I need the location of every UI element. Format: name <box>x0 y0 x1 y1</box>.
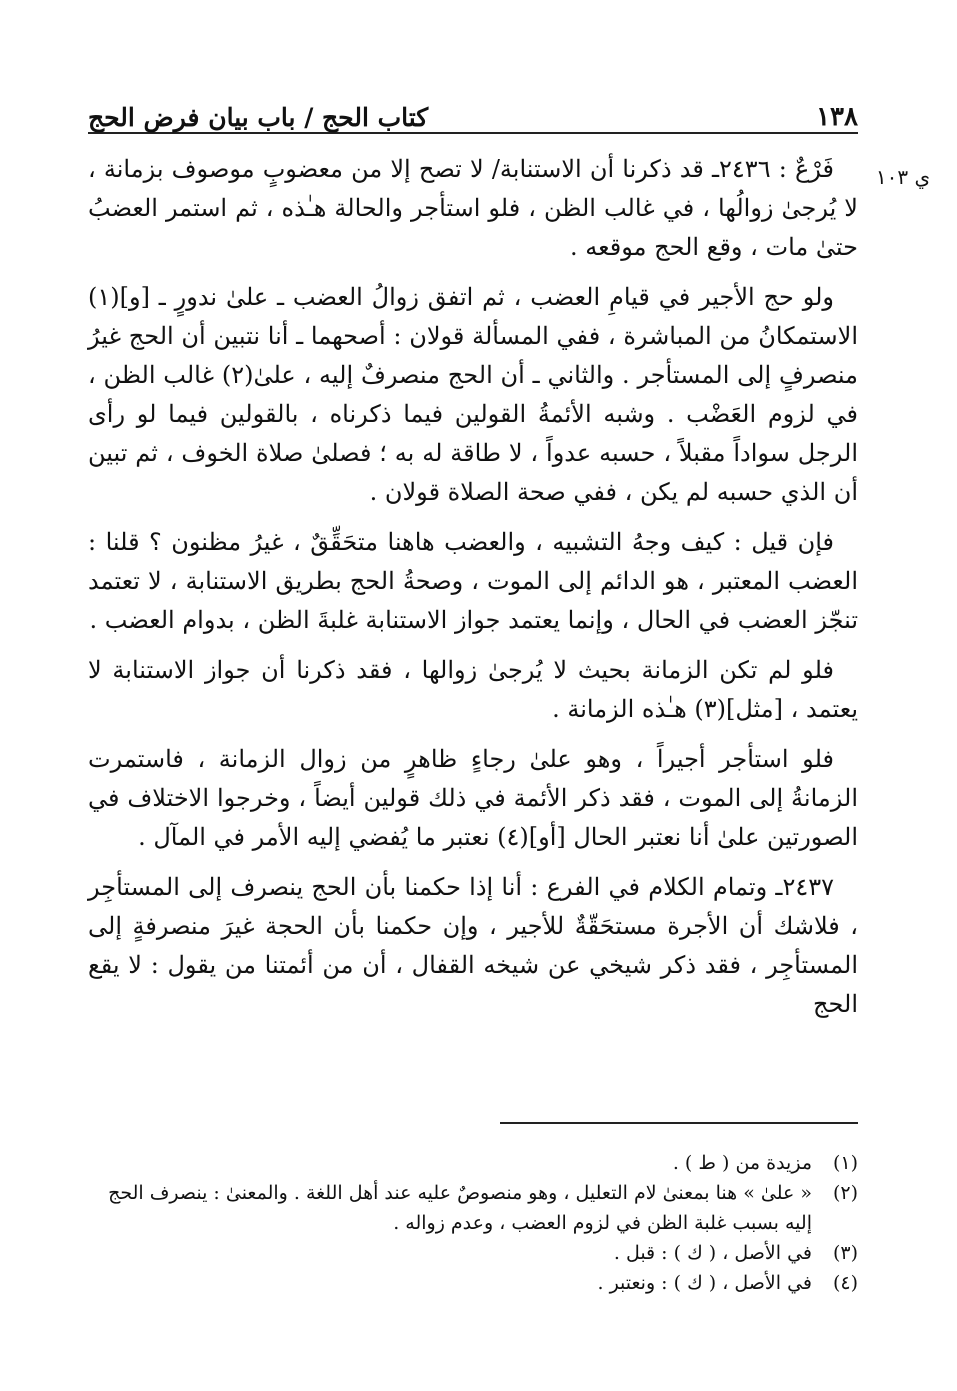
main-text <box>88 150 858 1035</box>
footnote-separator <box>500 1122 858 1124</box>
paragraph: فَرْعٌ : ٢٤٣٦ـ قد ذكرنا أن الاستنابة/ لا تصح إلا من معضوبٍ موصوف بزمانة ، لا يُرجىٰ زوالُها ، في غالب الظن ، فلو استأجر والحالة هـٰذه ، ثم استمر العضبُ حتىٰ مات ، وقع الحج موقعه . <box>88 155 858 261</box>
footnotes <box>88 1148 858 1298</box>
footnote <box>88 1178 858 1238</box>
footnote-text: مزيدة من ( ط ) . <box>672 1152 812 1174</box>
paragraph: فإن قيل : كيف وجهُ التشبيه ، والعضب هاهنا متحَقِّقٌ ، غيرُ مظنون ؟ قلنا : العضب المعتبر ، هو الدائم إلى الموت ، وصحةُ الحج بطريق الاستنابة ، لا تعتمد تنجّز العضب في الحال ، وإنما يعتمد جواز الاستنابة غلبةَ الظن ، بدوام العضب . <box>88 528 858 634</box>
footnote-text: « علىٰ » هنا بمعنىٰ لام التعليل ، وهو منصوصٌ عليه عند أهل اللغة . والمعنىٰ : ينصرف الحج إليه بسبب غلبة الظن في لزوم العضب ، وعدم زواله . <box>108 1182 812 1234</box>
page-number: ١٣٨ <box>816 102 858 132</box>
footnote-number: (١) <box>832 1152 858 1174</box>
page-header <box>88 92 858 134</box>
paragraph: فلو لم تكن الزمانة بحيث لا يُرجىٰ زوالها ، فقد ذكرنا أن جواز الاستنابة لا يعتمد ، [مثل](٣) هـٰذه الزمانة . <box>88 656 858 723</box>
paragraph: ٢٤٣٧ـ وتمام الكلام في الفرع : أنا إذا حكمنا بأن الحج ينصرف إلى المستأجِر ، فلاشك أن الأجرة مستحَقّةٌ للأجير ، وإن حكمنا بأن الحجة غيرَ منصرفةٍ إلى المستأجِر ، فقد ذكر شيخي عن شيخه القفال ، أن من أئمتنا من يقول : لا يقع الحج <box>88 873 858 1018</box>
footnote <box>88 1268 858 1298</box>
paragraph: ولو حج الأجير في قيامِ العضب ، ثم اتفق زوالُ العضب ـ علىٰ ندورٍ ـ [و](١) الاستمكانُ من المباشرة ، ففي المسألة قولان : أصحهما ـ أنا نتبين أن الحج غيرُ منصرفٍ إلى المستأجر . والثاني ـ أن الحج منصرفٌ إليه ، علىٰ(٢) غالب الظن ، في لزوم العَضْب . وشبه الأئمةُ القولين فيما ذكرناه ، بالقولين فيما لو رأى الرجل سواداً مقبلاً ، حسبه عدواً ، لا طاقة له به ؛ فصلىٰ صلاة الخوف ، ثم تبين أن الذي حسبه لم يكن ، ففي صحة الصلاة قولان . <box>88 283 858 506</box>
chapter-title: كتاب الحج / باب بيان فرض الحج <box>88 103 429 132</box>
footnote-text: في الأصل ، ( ك ) : قبل . <box>613 1242 812 1264</box>
margin-folio-note: ي ١٠٣ <box>875 165 931 189</box>
footnote <box>88 1238 858 1268</box>
footnote-number: (٣) <box>832 1242 858 1264</box>
footnote-text: في الأصل ، ( ك ) : ونعتبر . <box>597 1272 812 1294</box>
footnote-number: (٤) <box>832 1272 858 1294</box>
footnote <box>88 1148 858 1178</box>
paragraph: فلو استأجر أجيراً ، وهو علىٰ رجاءٍ ظاهرٍ من زوال الزمانة ، فاستمرت الزمانةُ إلى الموت ، فقد ذكر الأئمة في ذلك قولين أيضاً ، وخرجوا الاختلاف في الصورتين علىٰ أنا نعتبر الحال [أو](٤) نعتبر ما يُفضي إليه الأمر في المآل . <box>88 745 858 851</box>
footnote-number: (٢) <box>832 1182 858 1204</box>
